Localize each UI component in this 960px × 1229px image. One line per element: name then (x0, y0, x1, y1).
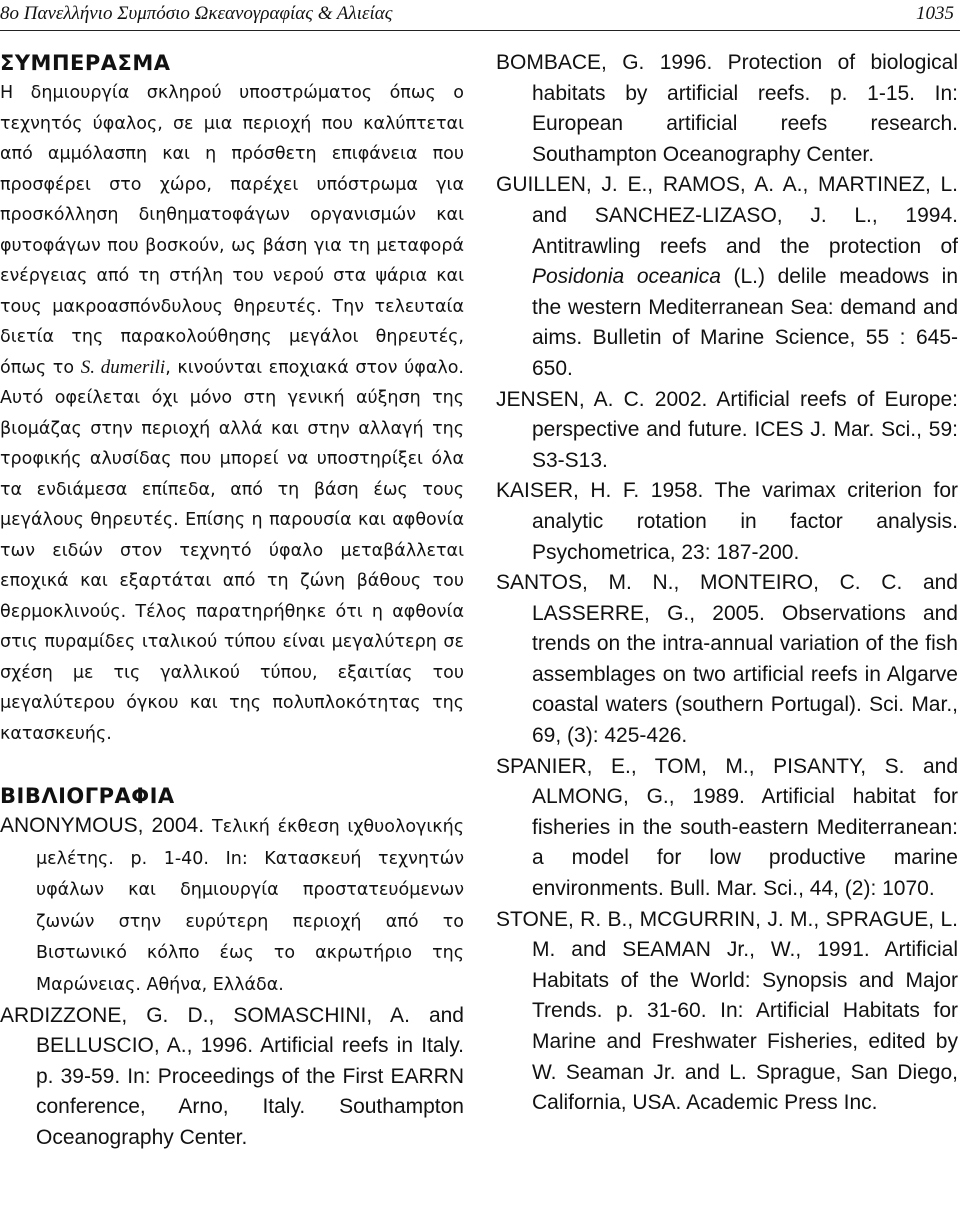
reference-stone: STONE, R. B., MCGURRIN, J. M., SPRAGUE, L. M. and SEAMAN Jr., W., 1991. Artificial Habitats of the World: Synopsis and Major Trends. p. 31-60. In: Artificial Habitats for Marine and Freshwater Fisheries, edited by W. Seaman Jr. and L. Sprague, San Diego, California, USA. Academic Press Inc. (496, 907, 958, 1115)
running-header (0, 0, 960, 31)
reference-anonymous-authors: ANONYMOUS, 2004. (0, 814, 205, 837)
reference-guillen-species: Posidonia oceanica (532, 265, 721, 289)
reference-guillen (496, 170, 958, 384)
reference-ardizzone: ARDIZZONE, G. D., SOMASCHINI, A. and BELLUSCIO, A., 1996. Artificial reefs in Italy. p. 39-59. In: Proceedings of the First EARRN conference, Arno, Italy. Southampton Oceanography Center. (0, 1003, 464, 1149)
reference-jensen: JENSEN, A. C. 2002. Artificial reefs of Europe: perspective and future. ICES J. Mar. Sci., 59: S3-S13. (496, 387, 958, 472)
reference-guillen-part-1: GUILLEN, J. E., RAMOS, A. A., MARTINEZ, L. and SANCHEZ-LIZASO, J. L., 1994. Antitrawling reefs and the protection of (496, 173, 958, 258)
conclusion-text-part-2: , κινούνται εποχιακά στον ύφαλο. Αυτό οφείλεται όχι μόνο στη γενική αύξηση της βιομάζας στην περιοχή αλλά και στην αλλαγή της τροφικής αλυσίδας που μπορεί να υποστηρίξει όλα τα ενδιάμεσα επίπεδα, από τη βάση έως τους μεγάλους θηρευτές. Επίσης η παρουσία και αφθονία των ειδών στον τεχνητό ύφαλο μεταβάλλεται εποχικά και εξαρτάται από τη ζώνη βάθους του θερμοκλινούς. Τέλος παρατηρήθηκε ότι η αφθονία στις πυραμίδες ιταλικού τύπου είναι μεγαλύτερη σε σχέση με τις γαλλικού τύπου, εξαιτίας του μεγαλύτερου όγκου και της πολυπλοκότητας της κατασκευής. (0, 357, 464, 744)
reference-kaiser: KAISER, H. F. 1958. The varimax criterion for analytic rotation in factor analysis. Psychometrica, 23: 187-200. (496, 479, 958, 564)
conclusion-heading: ΣΥΜΠΕΡΑΣΜΑ (0, 51, 171, 75)
conclusion-paragraph (0, 78, 464, 749)
reference-anonymous (0, 811, 464, 1001)
reference-guillen-part-2: (L.) delile meadows in the western Mediterranean Sea: demand and aims. Bulletin of Marine Science, 55 : 645-650. (532, 265, 958, 380)
right-column (496, 48, 958, 1119)
reference-santos: SANTOS, M. N., MONTEIRO, C. C. and LASSERRE, G., 2005. Observations and trends on the intra-annual variation of the fish assemblages on two artificial reefs in Algarve coastal waters (southern Portugal). Sci. Mar., 69, (3): 425-426. (496, 571, 958, 748)
reference-spanier: SPANIER, E., TOM, M., PISANTY, S. and ALMONG, G., 1989. Artificial habitat for fisheries in the south-eastern Mediterranean: a model for low productive marine environments. Bull. Mar. Sci., 44, (2): 1070. (496, 754, 958, 901)
conclusion-text-part-1: Η δημιουργία σκληρού υποστρώματος όπως ο τεχνητός ύφαλος, σε μια περιοχή που καλύπτεται από αμμόλασπη και η πρόσθετη επιφάνεια που προσφέρει στο χώρο, παρέχει υπόστρωμα για προσκόλληση διηθηματοφάγων οργανισμών και φυτοφάγων που βοσκούν, ως βάση για τη μεταφορά ενέργειας από τη στήλη του νερού στα ψάρια και τους μακροασπόνδυλους θηρευτές. Την τελευταία διετία της παρακολούθησης μεγάλοι θηρευτές, όπως το (0, 83, 464, 378)
journal-title: 8ο Πανελλήνιο Συμπόσιο Ωκεανογραφίας & Αλιείας (0, 3, 393, 24)
page-number: 1035 (916, 3, 954, 24)
bibliography-heading: ΒΙΒΛΙΟΓΡΑΦΙΑ (0, 784, 175, 808)
left-column (0, 48, 464, 1154)
reference-bombace: BOMBACE, G. 1996. Protection of biological habitats by artificial reefs. p. 1-15. In: European artificial reefs research. Southampton Oceanography Center. (496, 51, 958, 166)
species-name: S. dumerili (80, 356, 166, 378)
reference-anonymous-text: Τελική έκθεση ιχθυολογικής μελέτης. p. 1-40. In: Κατασκευή τεχνητών υφάλων και δημιουργία προστατευόμενων ζωνών στην ευρύτερη περιοχή από το Βιστωνικό κόλπο έως το ακρωτήριο της Μαρώνειας. Αθήνα, Ελλάδα. (36, 817, 464, 995)
